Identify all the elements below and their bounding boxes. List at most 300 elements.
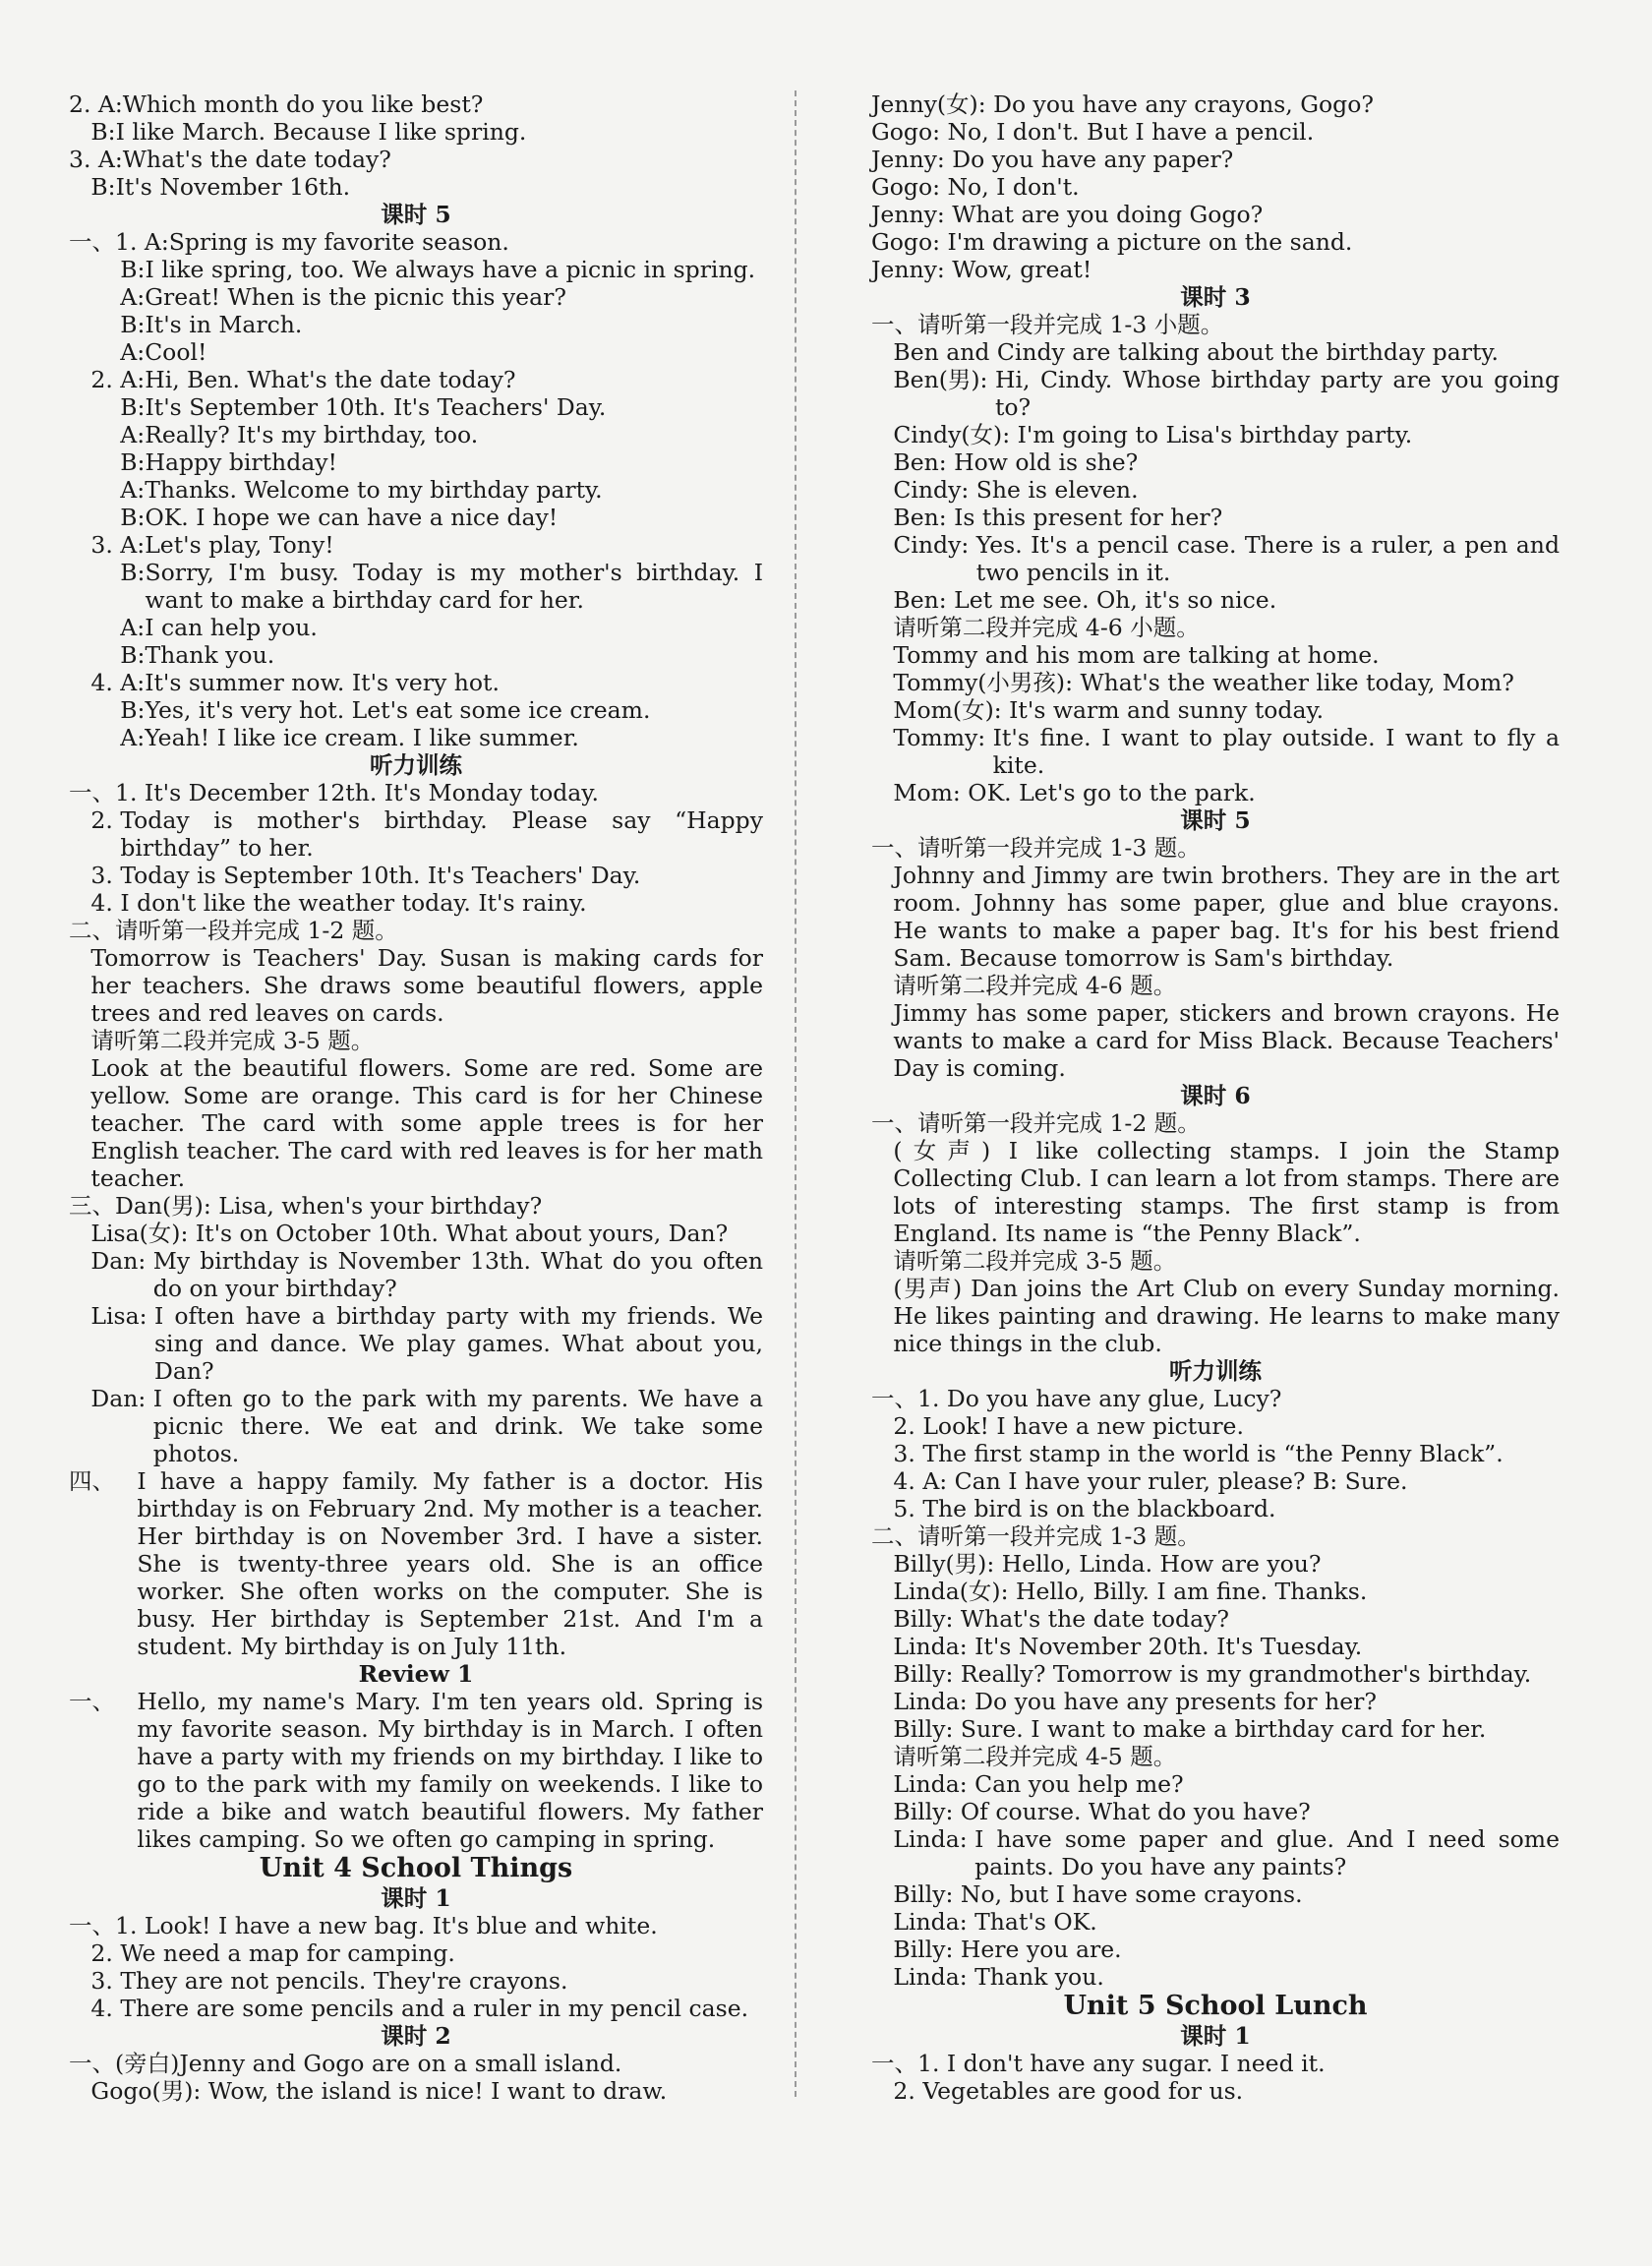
line-label: Ben(男):	[871, 366, 995, 393]
line-label: 2.	[69, 806, 121, 834]
line-label	[871, 1880, 893, 1908]
line-text: I can help you.	[145, 614, 318, 641]
text-line	[69, 696, 763, 724]
text-line	[69, 1385, 763, 1467]
text-line	[871, 1963, 1560, 1991]
left-column	[69, 90, 763, 2105]
left-block-3	[69, 779, 763, 1660]
line-label: A:	[69, 614, 146, 641]
line-text: 请听第二段并完成 4-6 小题。	[893, 614, 1200, 641]
line-text: It's in March.	[145, 311, 303, 338]
line-text: Ben: How old is she?	[893, 448, 1139, 476]
section-heading: 课时 1	[381, 1884, 451, 1912]
line-label	[69, 2077, 90, 2105]
text-line	[871, 641, 1560, 669]
line-text: Gogo(男): Wow, the island is nice! I want to draw.	[90, 2077, 668, 2105]
line-text: Linda: Thank you.	[893, 1963, 1104, 1991]
right-block-3	[871, 834, 1560, 1082]
text-line	[871, 1247, 1560, 1275]
line-text: Ben: Let me see. Oh, it's so nice.	[893, 586, 1277, 614]
line-text: Johnny and Jimmy are twin brothers. They are in the art room. Johnny has some paper, glue and blue crayons. He wants to make a paper bag. It's for his best friend Sam. Because tomorrow is Sam's birthday.	[893, 862, 1560, 972]
line-label: B:	[69, 173, 116, 201]
line-text: Billy: Of course. What do you have?	[893, 1798, 1311, 1825]
text-line	[871, 146, 1560, 173]
line-text: (旁白)Jenny and Gogo are on a small island.	[115, 2050, 622, 2077]
line-text: Hello, my name's Mary. I'm ten years old. Spring is my favorite season. My birthday is in March. I often have a party with my friends on my birthday. I like to go to the park with my family on weekends. I like to ride a bike and watch beautiful flowers. My father likes camping. So we often go camping in spring.	[137, 1688, 763, 1853]
section-heading: 课时 3	[1180, 283, 1251, 311]
line-text: 请听第二段并完成 4-6 题。	[893, 972, 1177, 999]
text-line	[69, 1467, 763, 1660]
line-label	[871, 1275, 893, 1357]
text-line	[871, 1495, 1560, 1522]
line-text: I have some paper and glue. And I need some paints. Do you have any paints?	[974, 1825, 1560, 1880]
line-text: Hi, Ben. What's the date today?	[145, 366, 516, 393]
line-label: 4.	[871, 1467, 923, 1495]
line-text: Yeah! I like ice cream. I like summer.	[145, 724, 579, 751]
line-text: Ben: Is this present for her?	[893, 504, 1223, 531]
right-block-6	[871, 2050, 1560, 2105]
text-line	[871, 1275, 1560, 1357]
line-label	[871, 421, 893, 448]
text-line	[871, 2077, 1560, 2105]
text-line	[871, 448, 1560, 476]
text-line	[871, 1908, 1560, 1936]
line-text: I like March. Because I like spring.	[115, 118, 527, 146]
section-heading: 课时 1	[1180, 2022, 1251, 2050]
text-line	[871, 504, 1560, 531]
text-line	[871, 366, 1560, 421]
line-text: Thank you.	[145, 641, 275, 669]
line-text: Look! I have a new bag. It's blue and white.	[144, 1912, 658, 1939]
text-line	[69, 146, 763, 173]
text-line	[69, 173, 763, 201]
line-label: 5.	[871, 1495, 923, 1522]
line-label	[871, 972, 893, 999]
text-line	[69, 669, 763, 696]
line-text: It's summer now. It's very hot.	[145, 669, 500, 696]
line-label	[871, 862, 893, 972]
line-label	[871, 1908, 893, 1936]
line-label	[871, 641, 893, 669]
line-label	[69, 1220, 90, 1247]
line-text: Happy birthday!	[145, 448, 337, 476]
text-line	[871, 1605, 1560, 1633]
section-heading: Review 1	[358, 1660, 474, 1688]
text-line	[69, 1912, 763, 1939]
text-line	[69, 2050, 763, 2077]
line-text: Ben and Cindy are talking about the birthday party.	[893, 338, 1500, 366]
text-line	[69, 614, 763, 641]
right-block-1	[871, 90, 1560, 283]
text-line	[871, 1660, 1560, 1688]
text-line	[69, 283, 763, 311]
text-line	[69, 1939, 763, 1967]
text-line	[69, 917, 763, 944]
line-text: Yes. It's a pencil case. There is a ruler, a pen and two pencils in it.	[975, 531, 1560, 586]
text-line	[69, 228, 763, 256]
line-text: Linda: Can you help me?	[893, 1770, 1184, 1798]
line-text: The bird is on the blackboard.	[922, 1495, 1276, 1522]
text-line	[871, 972, 1560, 999]
line-label: 2. A:	[69, 90, 123, 118]
text-line	[871, 1522, 1560, 1550]
text-line	[69, 1967, 763, 1995]
line-text: I often have a birthday party with my friends. We sing and dance. We play games. What about you, Dan?	[154, 1302, 763, 1385]
text-line	[69, 311, 763, 338]
line-label: 2.	[871, 1412, 923, 1440]
line-text: Tommy and his mom are talking at home.	[893, 641, 1380, 669]
line-label: 二、	[871, 1522, 917, 1550]
text-line	[871, 2050, 1560, 2077]
line-label: 4.	[69, 1995, 121, 2022]
text-line	[871, 1880, 1560, 1908]
line-label: Dan:	[69, 1247, 153, 1275]
line-text: Billy: Really? Tomorrow is my grandmother's birthday.	[893, 1660, 1532, 1688]
line-text: Cindy(女): I'm going to Lisa's birthday party.	[893, 421, 1413, 448]
line-label	[871, 1715, 893, 1743]
left-block-6	[69, 2050, 763, 2105]
text-line	[871, 1440, 1560, 1467]
text-line	[871, 1109, 1560, 1137]
text-line	[69, 1192, 763, 1220]
line-text: It's November 16th.	[115, 173, 351, 201]
text-line	[69, 256, 763, 283]
line-text: My birthday is November 13th. What do you often do on your birthday?	[152, 1247, 763, 1302]
line-label	[871, 1247, 893, 1275]
line-text: (女声) I like collecting stamps. I join the Stamp Collecting Club. I can learn a lot from stamps. There are lots of interesting stamps. The first stamp is from England. Its name is “the Penny Black”.	[893, 1137, 1560, 1247]
line-text: Spring is my favorite season.	[168, 228, 509, 256]
text-line	[871, 862, 1560, 972]
text-line	[871, 1633, 1560, 1660]
line-label	[871, 1550, 893, 1578]
text-line	[871, 1467, 1560, 1495]
line-label	[69, 1027, 90, 1054]
section-heading: 课时 5	[381, 201, 451, 228]
line-text: Mom: OK. Let's go to the park.	[893, 779, 1256, 806]
line-label: B:	[69, 393, 146, 421]
line-label: 一、1.	[871, 2050, 947, 2077]
line-label	[871, 614, 893, 641]
text-line	[871, 614, 1560, 641]
line-text: Cool!	[145, 338, 207, 366]
line-label: B:	[69, 118, 116, 146]
line-label: B:	[69, 559, 146, 586]
line-text: Jenny(女): Do you have any crayons, Gogo?	[871, 90, 1374, 118]
line-label: 一、	[69, 1688, 138, 1715]
line-label	[871, 669, 893, 696]
text-line	[871, 421, 1560, 448]
line-label: Lisa:	[69, 1302, 154, 1330]
line-label: 4.	[69, 889, 121, 917]
line-label	[871, 999, 893, 1082]
section-heading: 课时 6	[1180, 1082, 1251, 1109]
text-line	[871, 999, 1560, 1082]
text-line	[871, 834, 1560, 862]
line-label	[871, 338, 893, 366]
text-line	[69, 504, 763, 531]
line-text: They are not pencils. They're crayons.	[120, 1967, 568, 1995]
line-text: 请听第一段并完成 1-3 题。	[917, 1522, 1201, 1550]
line-label: 一、1.	[69, 779, 145, 806]
line-label: 一、	[871, 311, 917, 338]
line-text: I often go to the park with my parents. We have a picnic there. We eat and drink. We take some photos.	[152, 1385, 763, 1467]
text-line	[69, 1054, 763, 1192]
line-text: Billy: Here you are.	[893, 1936, 1122, 1963]
left-block-2	[69, 228, 763, 751]
line-label	[871, 1688, 893, 1715]
line-text: 请听第二段并完成 4-5 题。	[893, 1743, 1177, 1770]
line-text: Really? It's my birthday, too.	[145, 421, 479, 448]
line-label: B:	[69, 256, 146, 283]
text-line	[69, 779, 763, 806]
line-label: B:	[69, 696, 146, 724]
text-line	[69, 862, 763, 889]
line-label: 一、	[871, 834, 917, 862]
line-label	[871, 1633, 893, 1660]
line-label	[69, 944, 90, 1027]
line-label: 2. A:	[69, 366, 146, 393]
text-line	[871, 476, 1560, 504]
text-line	[69, 476, 763, 504]
line-text: Linda: It's November 20th. It's Tuesday.	[893, 1633, 1363, 1660]
line-text: (男声) Dan joins the Art Club on every Sunday morning. He likes painting and drawing. He learns to make many nice things in the club.	[893, 1275, 1560, 1357]
text-line	[69, 531, 763, 559]
line-text: Hi, Cindy. Whose birthday party are you going to?	[994, 366, 1560, 421]
text-line	[69, 724, 763, 751]
line-label	[871, 1770, 893, 1798]
line-text: Gogo: No, I don't.	[871, 173, 1080, 201]
unit-title: Unit 5 School Lunch	[1063, 1991, 1368, 2021]
line-text: Dan(男): Lisa, when's your birthday?	[115, 1192, 543, 1220]
line-label: 一、1.	[871, 1385, 947, 1412]
line-text: Linda(女): Hello, Billy. I am fine. Thanks.	[893, 1578, 1368, 1605]
line-label: 3.	[871, 1440, 923, 1467]
text-line	[69, 1688, 763, 1853]
text-line	[69, 338, 763, 366]
text-line	[69, 2077, 763, 2105]
text-line	[871, 779, 1560, 806]
text-line	[871, 1825, 1560, 1880]
text-line	[871, 531, 1560, 586]
line-text: Tomorrow is Teachers' Day. Susan is making cards for her teachers. She draws some beautiful flowers, apple trees and red leaves on cards.	[90, 944, 763, 1027]
line-label: 4. A:	[69, 669, 146, 696]
line-label: 二、	[69, 917, 115, 944]
line-label: Cindy:	[871, 531, 976, 559]
unit-title: Unit 4 School Things	[259, 1853, 573, 1883]
line-text: Jimmy has some paper, stickers and brown crayons. He wants to make a card for Miss Black. Because Teachers' Day is coming.	[893, 999, 1560, 1082]
text-line	[69, 448, 763, 476]
line-text: Tommy(小男孩): What's the weather like today, Mom?	[893, 669, 1514, 696]
text-line	[871, 1770, 1560, 1798]
line-label	[871, 1798, 893, 1825]
text-line	[871, 1412, 1560, 1440]
line-label: 2.	[69, 1939, 121, 1967]
text-line	[69, 1027, 763, 1054]
text-line	[871, 696, 1560, 724]
text-line	[871, 201, 1560, 228]
text-line	[871, 1798, 1560, 1825]
line-text: 请听第一段并完成 1-3 题。	[917, 834, 1201, 862]
line-label: 一、1. A:	[69, 228, 169, 256]
line-label	[871, 1743, 893, 1770]
text-line	[69, 90, 763, 118]
text-line	[69, 641, 763, 669]
line-text: It's September 10th. It's Teachers' Day.	[145, 393, 607, 421]
text-line	[871, 118, 1560, 146]
line-text: Jenny: Do you have any paper?	[871, 146, 1234, 173]
line-text: Jenny: Wow, great!	[871, 256, 1092, 283]
text-line	[69, 1302, 763, 1385]
line-text: I have a happy family. My father is a doctor. His birthday is on February 2nd. My mother is a teacher. Her birthday is on November 3rd. I have a sister. She is twenty-three years old. She is an office worker. She often works on the computer. She is busy. Her birthday is September 21st. And I'm a student. My birthday is on July 11th.	[137, 1467, 763, 1660]
line-label: 3. A:	[69, 146, 123, 173]
line-label	[871, 586, 893, 614]
column-divider	[795, 90, 796, 2097]
line-label: A:	[69, 724, 146, 751]
line-text: OK. I hope we can have a nice day!	[145, 504, 559, 531]
text-line	[871, 338, 1560, 366]
line-text: The first stamp in the world is “the Penny Black”.	[922, 1440, 1504, 1467]
line-text: I don't have any sugar. I need it.	[946, 2050, 1326, 2077]
line-label	[871, 696, 893, 724]
section-heading: 课时 5	[1180, 806, 1251, 834]
line-label: B:	[69, 448, 146, 476]
right-column	[871, 90, 1560, 2105]
line-text: Mom(女): It's warm and sunny today.	[893, 696, 1325, 724]
line-text: Sorry, I'm busy. Today is my mother's birthday. I want to make a birthday card for her.	[145, 559, 763, 614]
left-block-4	[69, 1688, 763, 1853]
text-line	[871, 173, 1560, 201]
line-label: 2.	[871, 2077, 923, 2105]
line-text: A: Can I have your ruler, please? B: Sure.	[922, 1467, 1408, 1495]
line-label: A:	[69, 283, 146, 311]
text-line	[871, 1936, 1560, 1963]
section-heading: 听力训练	[370, 751, 462, 779]
line-label	[871, 1660, 893, 1688]
line-label: 3. A:	[69, 531, 146, 559]
line-text: Thanks. Welcome to my birthday party.	[145, 476, 603, 504]
line-label: B:	[69, 311, 146, 338]
line-label	[871, 448, 893, 476]
line-label: A:	[69, 476, 146, 504]
line-text: Linda: Do you have any presents for her?	[893, 1688, 1377, 1715]
line-label: Tommy:	[871, 724, 993, 751]
text-line	[69, 393, 763, 421]
right-block-2	[871, 311, 1560, 806]
line-label	[69, 1054, 90, 1192]
line-text: It's fine. I want to play outside. I want to fly a kite.	[992, 724, 1560, 779]
text-line	[69, 1247, 763, 1302]
line-label	[871, 1578, 893, 1605]
line-label	[871, 779, 893, 806]
line-text: It's December 12th. It's Monday today.	[144, 779, 599, 806]
line-text: There are some pencils and a ruler in my pencil case.	[120, 1995, 749, 2022]
line-text: Great! When is the picnic this year?	[145, 283, 566, 311]
line-label: B:	[69, 504, 146, 531]
line-label: 四、	[69, 1467, 138, 1495]
line-text: Linda: That's OK.	[893, 1908, 1097, 1936]
text-line	[69, 118, 763, 146]
text-line	[871, 1550, 1560, 1578]
text-line	[871, 669, 1560, 696]
text-line	[871, 586, 1560, 614]
line-text: Lisa(女): It's on October 10th. What about yours, Dan?	[90, 1220, 729, 1247]
line-text: Today is September 10th. It's Teachers' Day.	[120, 862, 641, 889]
text-line	[871, 1137, 1560, 1247]
text-line	[871, 228, 1560, 256]
line-text: Billy: Sure. I want to make a birthday card for her.	[893, 1715, 1487, 1743]
line-label	[871, 1963, 893, 1991]
left-block-1	[69, 90, 763, 201]
text-line	[69, 1995, 763, 2022]
line-text: Let's play, Tony!	[145, 531, 334, 559]
text-line	[69, 944, 763, 1027]
line-label: Dan:	[69, 1385, 153, 1412]
section-heading: 听力训练	[1169, 1357, 1262, 1385]
right-block-4	[871, 1109, 1560, 1357]
line-text: Which month do you like best?	[122, 90, 484, 118]
line-text: Gogo: I'm drawing a picture on the sand.	[871, 228, 1353, 256]
line-text: Yes, it's very hot. Let's eat some ice cream.	[145, 696, 651, 724]
text-line	[69, 889, 763, 917]
line-text: Billy(男): Hello, Linda. How are you?	[893, 1550, 1322, 1578]
line-text: Look at the beautiful flowers. Some are red. Some are yellow. Some are orange. This card is for her Chinese teacher. The card with some apple trees is for her English teacher. The card with red leaves is for her math teacher.	[90, 1054, 763, 1192]
line-text: Look! I have a new picture.	[922, 1412, 1244, 1440]
line-text: Vegetables are good for us.	[922, 2077, 1244, 2105]
line-label: B:	[69, 641, 146, 669]
text-line	[871, 724, 1560, 779]
text-line	[69, 1220, 763, 1247]
line-label	[871, 476, 893, 504]
text-line	[871, 90, 1560, 118]
line-text: 请听第一段并完成 1-2 题。	[115, 917, 398, 944]
text-line	[871, 1688, 1560, 1715]
line-label	[871, 504, 893, 531]
line-text: Today is mother's birthday. Please say “Happy birthday” to her.	[120, 806, 763, 862]
line-label: A:	[69, 421, 146, 448]
line-text: Cindy: She is eleven.	[893, 476, 1139, 504]
line-text: Jenny: What are you doing Gogo?	[871, 201, 1264, 228]
line-text: Do you have any glue, Lucy?	[946, 1385, 1282, 1412]
text-line	[871, 1578, 1560, 1605]
text-line	[69, 421, 763, 448]
text-line	[69, 559, 763, 614]
line-label: Linda:	[871, 1825, 975, 1853]
text-line	[69, 366, 763, 393]
line-label: 一、	[871, 1109, 917, 1137]
line-text: 请听第二段并完成 3-5 题。	[90, 1027, 375, 1054]
line-label	[871, 1137, 893, 1247]
text-line	[69, 806, 763, 862]
line-text: 请听第一段并完成 1-3 小题。	[917, 311, 1224, 338]
text-line	[871, 1385, 1560, 1412]
right-block-5	[871, 1385, 1560, 1991]
line-text: Gogo: No, I don't. But I have a pencil.	[871, 118, 1315, 146]
line-label: 一、	[69, 2050, 115, 2077]
line-text: Billy: No, but I have some crayons.	[893, 1880, 1303, 1908]
line-text: Billy: What's the date today?	[893, 1605, 1229, 1633]
line-label: A:	[69, 338, 146, 366]
line-label: 3.	[69, 1967, 121, 1995]
line-text: 请听第一段并完成 1-2 题。	[917, 1109, 1201, 1137]
line-text: What's the date today?	[122, 146, 391, 173]
text-line	[871, 311, 1560, 338]
line-label: 一、1.	[69, 1912, 145, 1939]
section-heading: 课时 2	[381, 2022, 451, 2050]
line-text: I don't like the weather today. It's rainy.	[120, 889, 587, 917]
text-line	[871, 1743, 1560, 1770]
line-label	[871, 1605, 893, 1633]
text-line	[871, 1715, 1560, 1743]
